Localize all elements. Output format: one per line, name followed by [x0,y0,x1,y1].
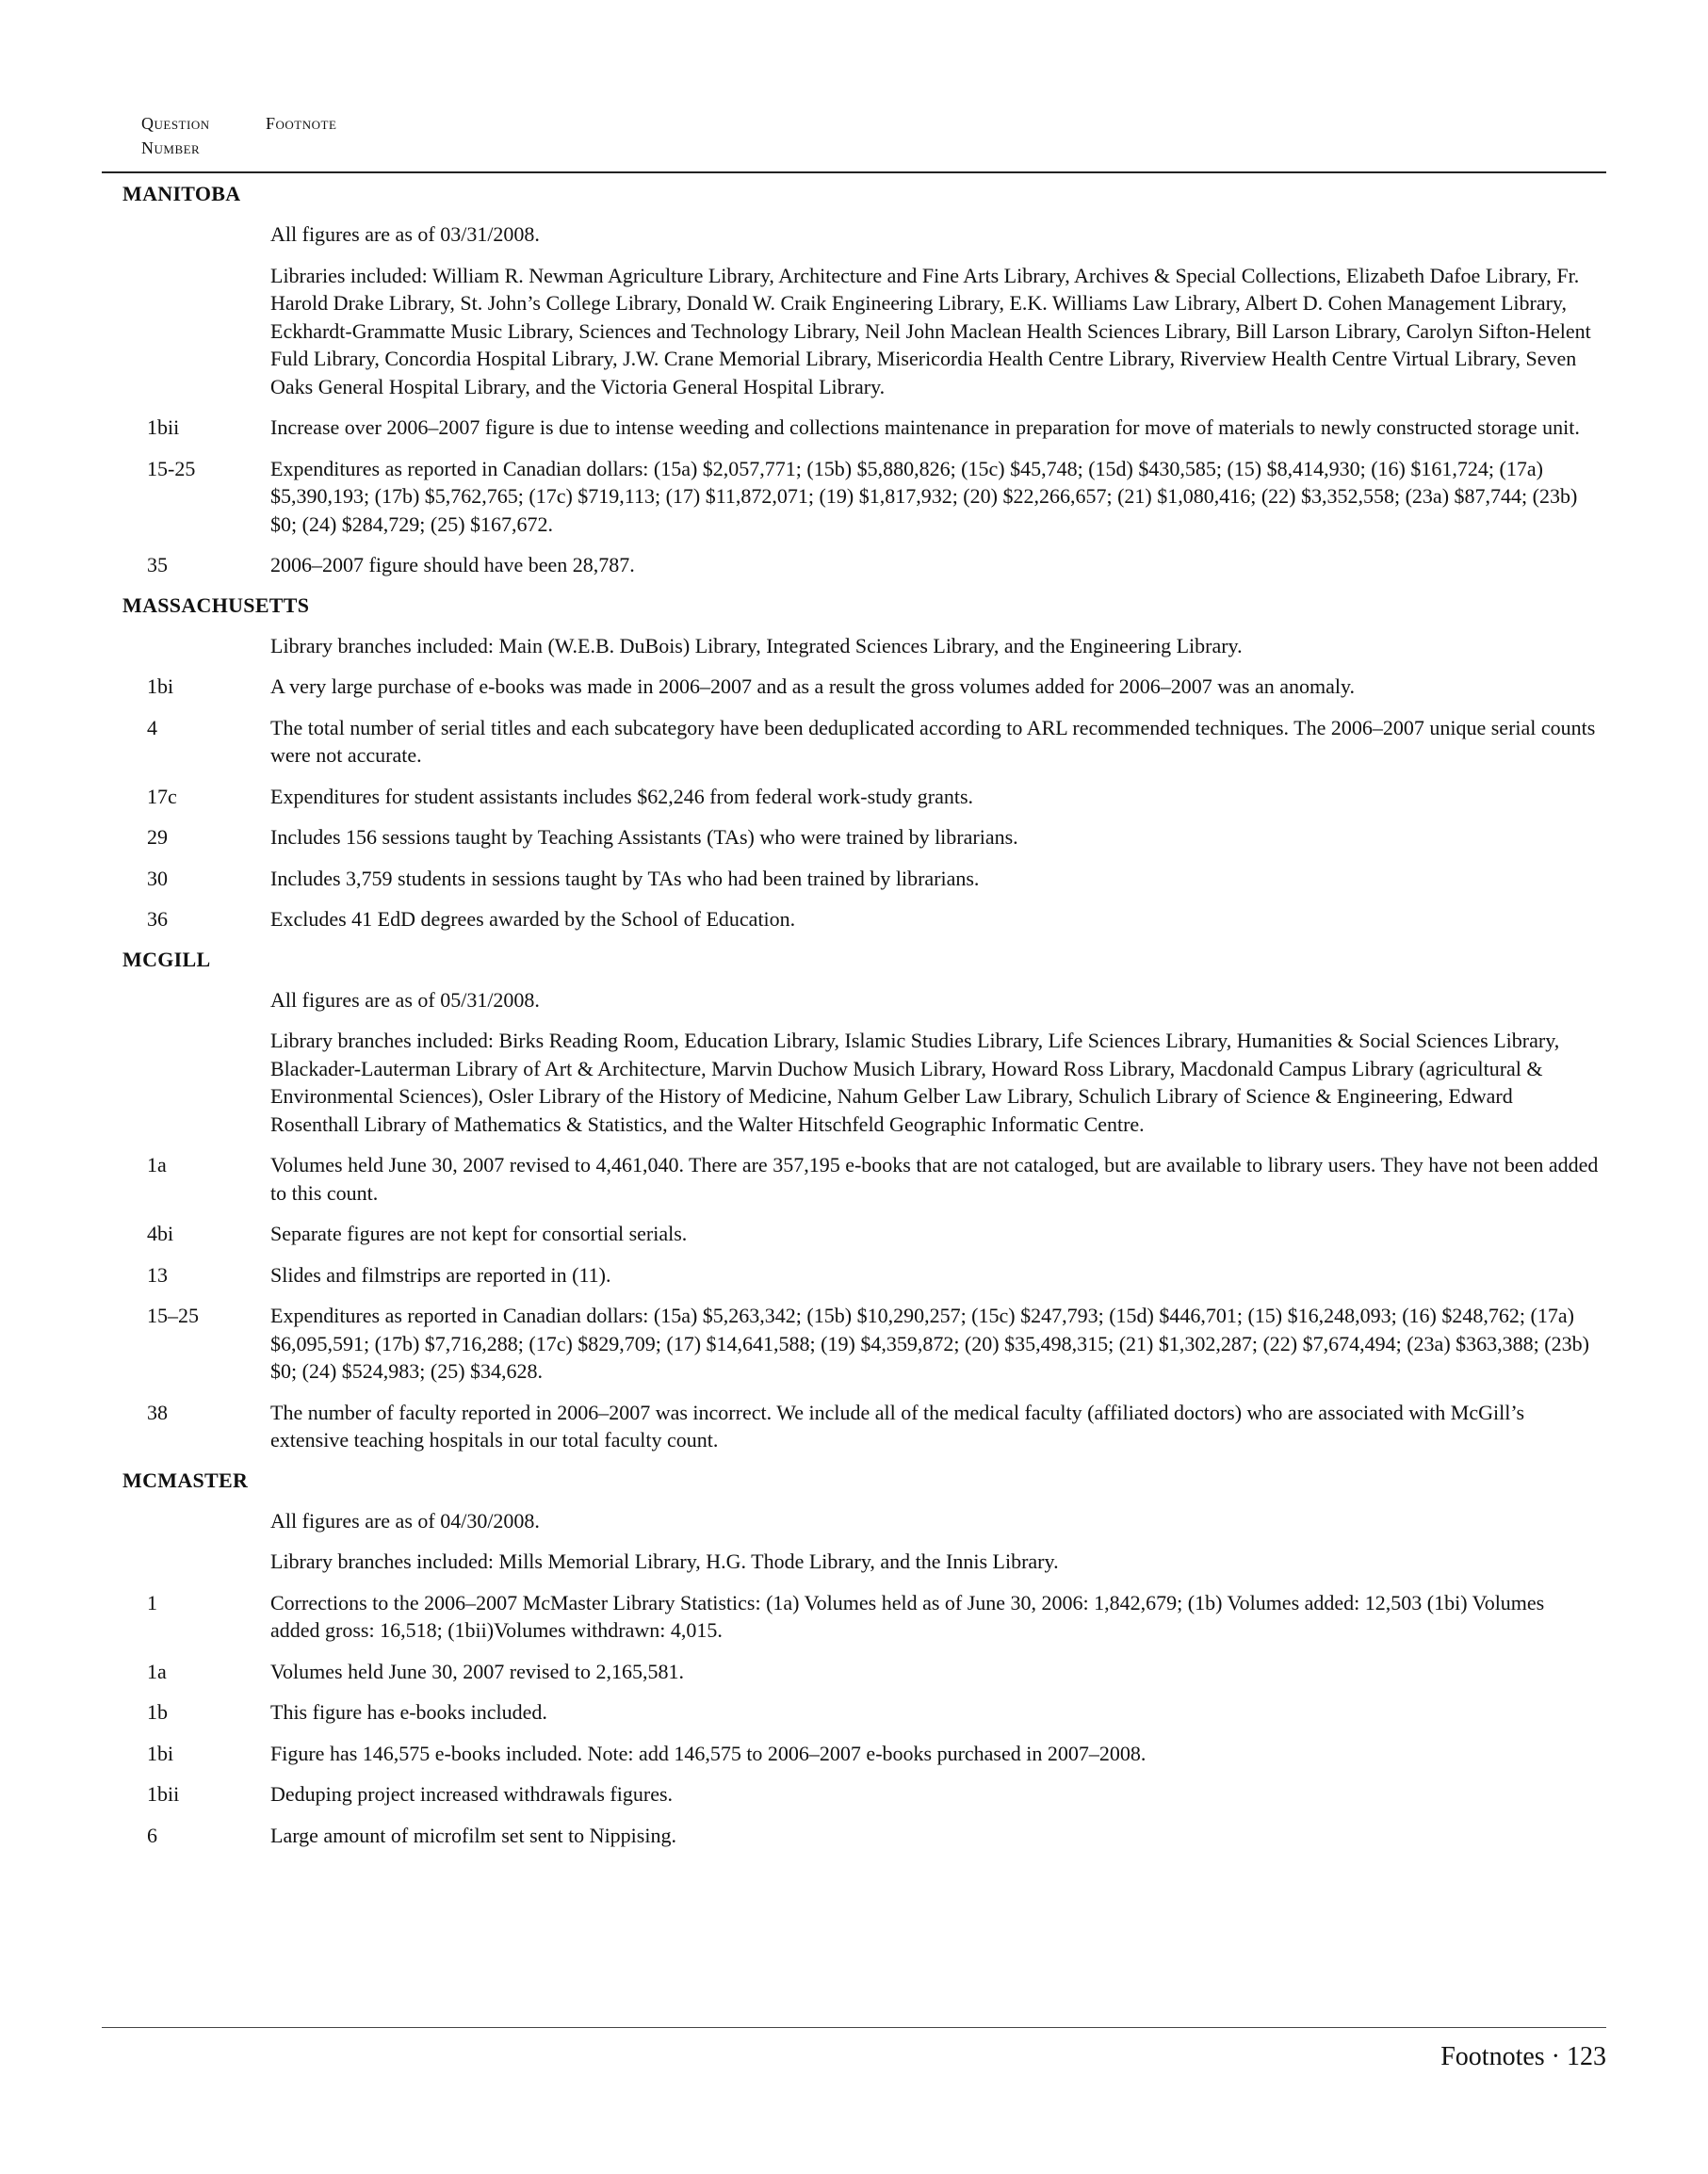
question-number: 6 [147,1823,157,1847]
footnote-text: All figures are as of 03/31/2008. [270,222,540,246]
question-number: 13 [147,1262,168,1287]
footnote-header: Footnote [266,114,337,133]
footnote-text: Separate figures are not kept for consortial serials. [270,1222,688,1245]
footnote-text: Slides and filmstrips are reported in (11). [270,1262,611,1287]
header-divider [102,171,1606,173]
institution-section [102,181,1606,579]
footnote-text: All figures are as of 05/31/2008. [270,987,540,1012]
footnote-text: Large amount of microfilm set sent to Nippising. [270,1823,676,1847]
footnote-entry [102,262,1606,401]
footnote-text: Corrections to the 2006–2007 McMaster Library Statistics: (1a) Volumes held as of June 30, 2006: 1,842,679; (1b) Volumes added: 12,503 (1bi) Volumes added gross: 16,518; (1bii)Volumes withdrawn: 4,015. [270,1590,1545,1642]
footnote-text: Libraries included: William R. Newman Agriculture Library, Architecture and Fine Arts Library, Archives & Special Collections, Elizabeth Dafoe Library, Fr. Harold Drake Library, St. John’s College Library, Donald W. Craik Engineering Library, E.K. Williams Law Library, Albert D. Cohen Management Library, Eckhardt-Grammatte Music Library, Sciences and Technology Library, Neil John Maclean Health Sciences Library, Bill Larson Library, Carolyn Sifton-Helent Fuld Library, Concordia Hospital Library, J.W. Crane Memorial Library, Misericordia Health Centre Library, Riverview Health Centre Virtual Library, Seven Oaks General Hospital Library, and the Victoria General Hospital Library. [270,263,1591,398]
footnotes-body [102,181,1606,1862]
footnote-entry [102,455,1606,539]
footnote-entry [102,551,1606,579]
footnote-entry [102,905,1606,933]
footnote-text: Expenditures as reported in Canadian dollars: (15a) $5,263,342; (15b) $10,290,257; (15c) $247,793; (15d) $446,701; (15) $16,248,093; (16) $248,762; (17a) $6,095,591; (17b) $7,716,288; (17c) $829,709; (17) $14,641,588; (19) $4,359,872; (20) $35,498,315; (21) $1,302,287; (22) $7,674,494; (23a) $363,388; (23b) $0; (24) $524,983; (25) $34,628. [270,1304,1589,1383]
footnote-text: Expenditures for student assistants includes $62,246 from federal work-study grants. [270,784,974,808]
footnote-text: Volumes held June 30, 2007 revised to 4,461,040. There are 357,195 e-books that are not cataloged, but are available to library users. They have not been added to this count. [270,1153,1599,1205]
question-number: 1bi [147,1741,174,1765]
question-number: 1bii [147,1782,180,1806]
footnote-entry [102,1740,1606,1768]
institution-title: MCMASTER [122,1468,249,1492]
question-number: 4bi [147,1222,174,1245]
footnote-entry [102,1548,1606,1576]
footnote-text: Expenditures as reported in Canadian dollars: (15a) $2,057,771; (15b) $5,880,826; (15c) $45,748; (15d) $430,585; (15) $8,414,930; (16) $161,724; (17a) $5,390,193; (17b) $5,762,765; (17c) $719,113; (17) $11,872,071; (19) $1,817,932; (20) $22,266,657; (21) $1,080,416; (22) $3,352,558; (23a) $87,744; (23b) $0; (24) $284,729; (25) $167,672. [270,456,1578,536]
question-number: 38 [147,1400,168,1424]
footnote-entry [102,865,1606,893]
question-number: 1 [147,1590,157,1614]
question-number: 1b [147,1700,168,1724]
footnote-entry [102,1302,1606,1386]
institution-section [102,1468,1606,1850]
question-number: 1a [147,1153,167,1176]
institution-title: MANITOBA [122,182,241,205]
footnote-text: All figures are as of 04/30/2008. [270,1508,540,1533]
footnote-text: Library branches included: Mills Memorial Library, H.G. Thode Library, and the Innis Library. [270,1549,1059,1573]
footnote-text: A very large purchase of e-books was made in 2006–2007 and as a result the gross volumes added for 2006–2007 was an anomaly. [270,674,1356,698]
footnote-entry [102,220,1606,249]
footnote-text: 2006–2007 figure should have been 28,787. [270,553,635,576]
page-footer: Footnotes · 123 [1440,2042,1606,2071]
footnote-text: Includes 3,759 students in sessions taught by TAs who had been trained by librarians. [270,866,980,890]
question-number: 4 [147,715,157,739]
footnote-text: The total number of serial titles and each subcategory have been deduplicated according to ARL recommended techniques. The 2006–2007 unique serial counts were not accurate. [270,715,1596,767]
footnote-entry [102,1822,1606,1850]
question-number: 1bi [147,674,174,698]
footnote-entry [102,1399,1606,1454]
footnote-entry [102,1507,1606,1535]
footnote-text: Excludes 41 EdD degrees awarded by the School of Education. [270,907,796,931]
institution-title: MCGILL [122,947,211,971]
footnote-entry [102,986,1606,1014]
footnote-entry [102,1698,1606,1727]
footnote-text: Increase over 2006–2007 figure is due to intense weeding and collections maintenance in preparation for move of materials to newly constructed storage unit. [270,415,1580,439]
question-number: 30 [147,866,168,890]
institution-section [102,592,1606,933]
footnote-text: Library branches included: Main (W.E.B. DuBois) Library, Integrated Sciences Library, and the Engineering Library. [270,633,1243,657]
footnote-entry [102,1658,1606,1686]
footer-divider [102,2027,1606,2028]
footnote-entry [102,783,1606,811]
footnote-text: Deduping project increased withdrawals figures. [270,1782,674,1806]
question-number: 29 [147,825,168,849]
footnote-entry [102,632,1606,660]
question-number: 1a [147,1659,167,1683]
footnote-entry [102,1220,1606,1248]
institution-title: MASSACHUSETTS [122,592,310,617]
footnote-entry [102,1780,1606,1809]
footnote-entry [102,673,1606,701]
footnote-entry [102,1027,1606,1138]
question-number: 17c [147,784,177,808]
institution-section [102,947,1606,1454]
question-number: 1bii [147,415,180,439]
footnote-entry [102,1589,1606,1645]
footnote-entry [102,1261,1606,1290]
footnote-text: Library branches included: Birks Reading Room, Education Library, Islamic Studies Library, Life Sciences Library, Humanities & Social Sciences Library, Blackader-Lauterman Library of Art & Architecture, Marvin Duchow Musich Library, Howard Ross Library, Macdonald Campus Library (agricultural & Environmental Sciences), Osler Library of the History of Medicine, Nahum Gelber Law Library, Schulich Library of Science & Engineering, Edward Rosenthall Library of Mathematics & Statistics, and the Walter Hitschfeld Geographic Informatic Centre. [270,1029,1560,1136]
footnote-entry [102,414,1606,442]
question-number: 36 [147,907,168,931]
question-number: 15–25 [147,1304,199,1327]
question-number: 35 [147,553,168,576]
footnote-text: This figure has e-books included. [270,1700,547,1724]
footnote-text: Includes 156 sessions taught by Teaching Assistants (TAs) who were trained by librarians. [270,825,1018,849]
footnote-text: Volumes held June 30, 2007 revised to 2,165,581. [270,1659,684,1683]
footnote-entry [102,823,1606,852]
footnote-text: Figure has 146,575 e-books included. Note: add 146,575 to 2006–2007 e-books purchased in 2007–2008. [270,1741,1147,1765]
question-number-header: Question Number [141,114,210,157]
footnote-entry [102,1151,1606,1207]
question-number: 15-25 [147,456,196,480]
footnote-entry [102,714,1606,770]
footnote-text: The number of faculty reported in 2006–2007 was incorrect. We include all of the medical faculty (affiliated doctors) who are associated with McGill’s extensive teaching hospitals in our total faculty count. [270,1400,1525,1452]
